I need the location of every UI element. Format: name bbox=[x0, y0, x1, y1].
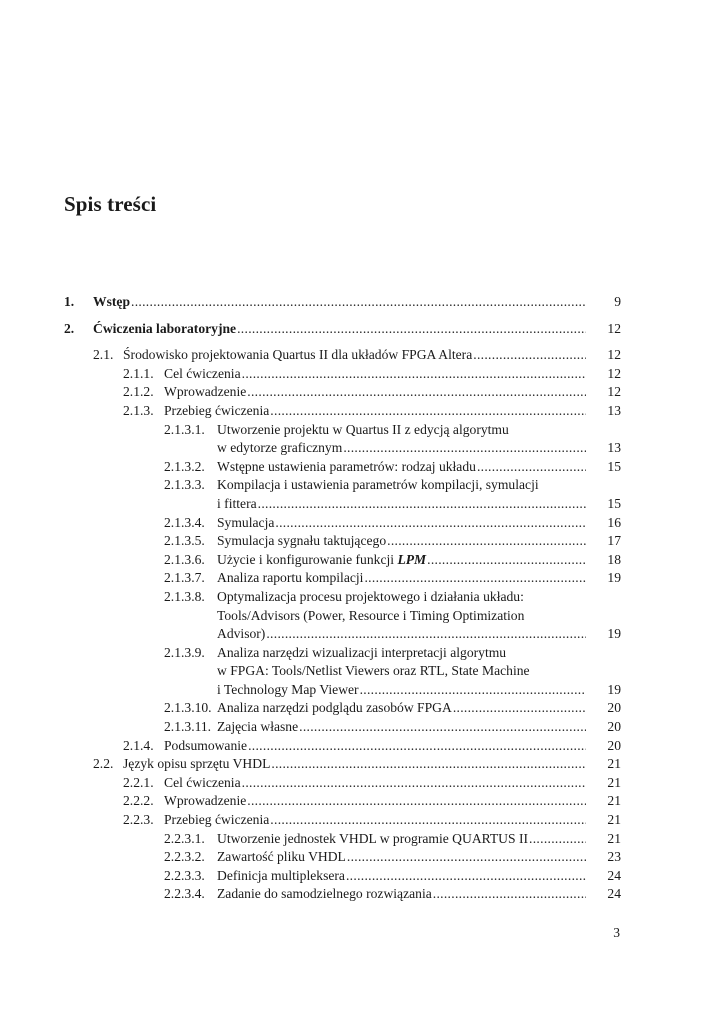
toc-entry-title-line: Analiza narzędzi wizualizacji interpretacji algorytmu bbox=[217, 644, 507, 660]
toc-entry-page: 15 bbox=[607, 495, 621, 511]
toc-entry[interactable] bbox=[64, 402, 621, 421]
toc-entry-title-line: Zadanie do samodzielnego rozwiązania bbox=[217, 886, 432, 902]
toc-entry-number: 2.1.3.3. bbox=[164, 477, 205, 493]
dot-leader bbox=[360, 681, 586, 700]
toc-entry-title-line: Wprowadzenie bbox=[164, 384, 247, 400]
dot-leader bbox=[248, 737, 586, 756]
toc-entry-number: 2.1.1. bbox=[123, 365, 154, 381]
toc-entry[interactable] bbox=[64, 365, 621, 384]
toc-entry-number: 2.2.3. bbox=[123, 812, 154, 828]
toc-entry-number: 2.1.3.10. bbox=[164, 700, 212, 716]
toc-entry-number: 2.1.3.2. bbox=[164, 458, 205, 474]
toc-entry-title-line: Język opisu sprzętu VHDL bbox=[123, 756, 271, 772]
toc-entry-title-line: Cel ćwiczenia bbox=[164, 774, 241, 790]
toc-entry-page: 12 bbox=[607, 384, 621, 400]
toc-entry-title-line: w edytorze graficznym bbox=[217, 440, 343, 456]
toc-entry-number: 2.1.3.8. bbox=[164, 588, 205, 604]
toc-entry-number: 2. bbox=[64, 320, 75, 336]
page-number: 3 bbox=[613, 925, 620, 940]
toc-entry-page: 12 bbox=[607, 347, 621, 363]
toc-entry[interactable] bbox=[64, 774, 621, 793]
toc-entry-number: 2.2.3.3. bbox=[164, 867, 205, 883]
toc-entry-title-line: Tools/Advisors (Power, Resource i Timing Optimization bbox=[217, 607, 525, 623]
toc-entry-number: 2.1. bbox=[93, 347, 114, 363]
toc-entry-title-line: Użycie i konfigurowanie funkcji LPM bbox=[217, 551, 427, 567]
toc-entry[interactable] bbox=[64, 476, 621, 513]
dot-leader bbox=[258, 495, 586, 514]
toc-entry-page: 24 bbox=[607, 867, 621, 883]
toc-entry-number: 2.2. bbox=[93, 756, 114, 772]
toc-entry-title-line: Utworzenie jednostek VHDL w programie QUARTUS II bbox=[217, 830, 529, 846]
toc-entry[interactable] bbox=[64, 514, 621, 533]
toc-entry[interactable] bbox=[64, 885, 621, 904]
toc-entry-page: 20 bbox=[607, 719, 621, 735]
dot-leader bbox=[477, 458, 586, 477]
toc-entry-number: 2.1.3. bbox=[123, 402, 154, 418]
dot-leader bbox=[247, 792, 586, 811]
toc-entry-title-line: Advisor) bbox=[217, 626, 266, 642]
toc-entry-page: 13 bbox=[607, 402, 621, 418]
dot-leader bbox=[271, 755, 586, 774]
toc-entry-title-line: Kompilacja i ustawienia parametrów kompilacji, symulacji bbox=[217, 477, 539, 493]
toc-entry-number: 2.1.3.4. bbox=[164, 514, 205, 530]
toc-entry[interactable] bbox=[64, 458, 621, 477]
toc-entry[interactable] bbox=[64, 293, 621, 312]
toc-entry-number: 2.1.3.5. bbox=[164, 533, 205, 549]
dot-leader bbox=[433, 885, 586, 904]
toc-entry-page: 20 bbox=[607, 700, 621, 716]
dot-leader bbox=[242, 365, 586, 384]
toc-entry-number: 2.2.1. bbox=[123, 774, 154, 790]
toc-entry[interactable] bbox=[64, 320, 621, 339]
toc-entry-title-line: w FPGA: Tools/Netlist Viewers oraz RTL, State Machine bbox=[217, 663, 530, 679]
toc-entry-number: 2.1.3.7. bbox=[164, 570, 205, 586]
dot-leader bbox=[427, 551, 586, 570]
page-title: Spis treści bbox=[64, 192, 157, 216]
toc-entry-page: 12 bbox=[607, 320, 621, 336]
toc-entry[interactable] bbox=[64, 532, 621, 551]
toc-entry[interactable] bbox=[64, 421, 621, 458]
dot-leader bbox=[364, 569, 586, 588]
toc-entry-page: 21 bbox=[607, 756, 621, 772]
toc-entry-emphasis: LPM bbox=[397, 551, 427, 567]
dot-leader bbox=[266, 625, 586, 644]
toc-entry-title-line: Ćwiczenia laboratoryjne bbox=[93, 320, 237, 336]
dot-leader bbox=[275, 514, 586, 533]
toc-entry-title-line: Wstęp bbox=[93, 294, 131, 309]
dot-leader bbox=[299, 718, 586, 737]
toc-entry[interactable] bbox=[64, 346, 621, 365]
table-of-contents bbox=[64, 293, 621, 904]
toc-entry-page: 19 bbox=[607, 681, 621, 697]
toc-entry-number: 2.1.3.6. bbox=[164, 551, 205, 567]
dot-leader bbox=[131, 293, 586, 312]
toc-entry-number: 2.2.2. bbox=[123, 793, 154, 809]
toc-entry-page: 19 bbox=[607, 570, 621, 586]
toc-entry-title-line: Symulacja bbox=[217, 514, 275, 530]
dot-leader bbox=[270, 402, 586, 421]
toc-entry[interactable] bbox=[64, 737, 621, 756]
toc-entry[interactable] bbox=[64, 811, 621, 830]
toc-entry[interactable] bbox=[64, 699, 621, 718]
toc-entry-page: 19 bbox=[607, 626, 621, 642]
toc-entry-title-line: Optymalizacja procesu projektowego i działania układu: bbox=[217, 588, 524, 604]
toc-entry-number: 2.1.2. bbox=[123, 384, 154, 400]
toc-entry-page: 9 bbox=[614, 294, 621, 309]
toc-entry-page: 12 bbox=[607, 365, 621, 381]
toc-entry[interactable] bbox=[64, 644, 621, 700]
toc-entry-title-line: Definicja multipleksera bbox=[217, 867, 345, 883]
toc-entry[interactable] bbox=[64, 569, 621, 588]
toc-entry[interactable] bbox=[64, 588, 621, 644]
toc-entry-page: 21 bbox=[607, 793, 621, 809]
toc-entry-page: 18 bbox=[607, 551, 621, 567]
toc-entry-number: 1. bbox=[64, 294, 75, 309]
toc-entry[interactable] bbox=[64, 867, 621, 886]
toc-entry-page: 23 bbox=[607, 849, 621, 865]
dot-leader bbox=[346, 867, 586, 886]
toc-entry-title-line: Cel ćwiczenia bbox=[164, 365, 241, 381]
toc-entry-number: 2.2.3.2. bbox=[164, 849, 205, 865]
toc-entry-page: 13 bbox=[607, 440, 621, 456]
toc-entry-title-line: Zajęcia własne bbox=[217, 719, 299, 735]
toc-entry-page: 17 bbox=[607, 533, 621, 549]
dot-leader bbox=[242, 774, 586, 793]
dot-leader bbox=[270, 811, 586, 830]
toc-entry-page: 24 bbox=[607, 886, 621, 902]
toc-entry-page: 21 bbox=[607, 830, 621, 846]
toc-entry-number: 2.2.3.4. bbox=[164, 886, 205, 902]
toc-entry-page: 21 bbox=[607, 774, 621, 790]
dot-leader bbox=[529, 830, 586, 849]
toc-entry-title-line: Wstępne ustawienia parametrów: rodzaj układu bbox=[217, 458, 476, 474]
dot-leader bbox=[237, 320, 586, 339]
toc-entry-page: 20 bbox=[607, 737, 621, 753]
dot-leader bbox=[347, 848, 586, 867]
dot-leader bbox=[247, 383, 586, 402]
toc-entry[interactable] bbox=[64, 848, 621, 867]
toc-entry-number: 2.1.4. bbox=[123, 737, 154, 753]
toc-entry-title-line: Podsumowanie bbox=[164, 737, 248, 753]
dot-leader bbox=[453, 699, 586, 718]
toc-entry[interactable] bbox=[64, 792, 621, 811]
dot-leader bbox=[343, 439, 586, 458]
toc-entry-number: 2.2.3.1. bbox=[164, 830, 205, 846]
toc-entry-title-line: Środowisko projektowania Quartus II dla układów FPGA Altera bbox=[123, 347, 473, 363]
toc-entry-page: 21 bbox=[607, 812, 621, 828]
toc-entry-title-line: Symulacja sygnału taktującego bbox=[217, 533, 387, 549]
toc-entry-title-line: Utworzenie projektu w Quartus II z edycją algorytmu bbox=[217, 421, 509, 437]
toc-entry-number: 2.1.3.9. bbox=[164, 644, 205, 660]
toc-entry-title-line: Zawartość pliku VHDL bbox=[217, 849, 346, 865]
toc-entry[interactable] bbox=[64, 718, 621, 737]
toc-entry-title-line: Analiza narzędzi podglądu zasobów FPGA bbox=[217, 700, 452, 716]
toc-entry-number: 2.1.3.11. bbox=[164, 719, 212, 735]
toc-entry-title-line: i Technology Map Viewer bbox=[217, 681, 359, 697]
toc-entry-title-line: Przebieg ćwiczenia bbox=[164, 402, 270, 418]
toc-entry[interactable] bbox=[64, 551, 621, 570]
toc-entry-page: 16 bbox=[607, 514, 621, 530]
toc-entry-title-line: i fittera bbox=[217, 495, 257, 511]
toc-entry-title-line: Przebieg ćwiczenia bbox=[164, 812, 270, 828]
dot-leader bbox=[473, 346, 586, 365]
toc-entry[interactable] bbox=[64, 830, 621, 849]
toc-entry[interactable] bbox=[64, 383, 621, 402]
toc-entry-number: 2.1.3.1. bbox=[164, 421, 205, 437]
dot-leader bbox=[387, 532, 586, 551]
toc-entry-page: 15 bbox=[607, 458, 621, 474]
toc-entry[interactable] bbox=[64, 755, 621, 774]
toc-entry-title-line: Wprowadzenie bbox=[164, 793, 247, 809]
toc-entry-title-line: Analiza raportu kompilacji bbox=[217, 570, 364, 586]
